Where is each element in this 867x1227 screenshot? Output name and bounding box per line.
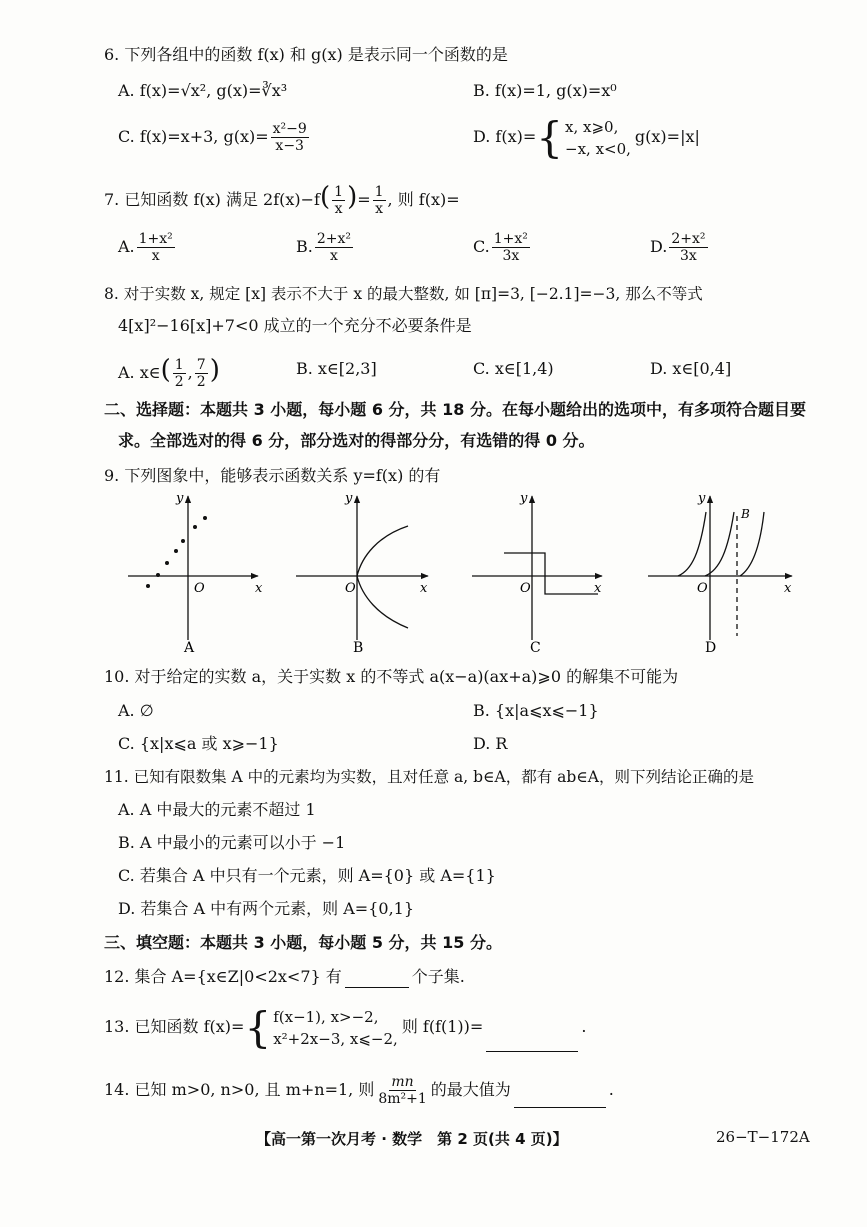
q7-stem-numerator-2: 1 [374,184,384,200]
q7-b-num: 2+x² [316,231,351,247]
q10-option-d: D. R [473,734,508,753]
q7-stem-denominator: x [334,201,343,217]
graph-d-curve-1 [678,512,706,576]
section-2-line2: 求。全部选对的得 6 分，部分选对的得部分分，有选错的得 0 分。 [118,431,595,450]
q9-stem: 9. 下列图象中，能够表示函数关系 y=f(x) 的有 [104,466,441,485]
q12-stem-b: 个子集. [411,967,465,986]
q7-a-den: x [151,248,160,264]
q7-stem-denominator-2: x [375,201,384,217]
graph-a-point [181,539,185,543]
q13-case1: f(x−1), x>−2, [273,1007,379,1026]
q6-option-a: A. f(x)=√x², g(x)=∛x³ [118,81,288,100]
q13-cases [273,1006,398,1050]
q11-stem: 11. 已知有限数集 A 中的元素均为实数，且对任意 a, b∈A，都有 ab∈A，则下列结论正确的是 [104,768,754,786]
graph-c [472,496,602,640]
graph-d-point-label: B [741,507,750,521]
q13-case2: x²+2x−3, x⩽−2, [273,1029,398,1048]
q14-denominator: 8m²+1 [378,1091,427,1107]
graph-c-origin: O [520,581,531,596]
graph-d-y-label: y [698,491,706,506]
q8-a-d2: 2 [196,374,206,390]
q7-d-label: D. [650,237,668,256]
graph-d-origin: O [697,581,708,596]
q6-d-brace: { [536,112,563,162]
graph-a-point [193,525,197,529]
q13-stem [104,1002,586,1052]
q14-suffix: 的最大值为 [430,1080,511,1099]
q6-c-numerator: x²−9 [272,121,307,137]
q6-option-b: B. f(x)=1, g(x)=x⁰ [473,81,617,100]
q7-stem-b: = [357,190,371,209]
q10-stem: 10. 对于给定的实数 a，关于实数 x 的不等式 a(x−a)(ax+a)⩾0 的解集不可能为 [104,667,679,686]
graph-d-curve-3 [740,512,764,576]
graph-a-point [174,549,178,553]
q6-d-case2: −x, x<0, [565,139,631,158]
graph-c-x-label: x [594,581,602,596]
q13-end: . [581,1017,587,1036]
q11-option-b: B. A 中最小的元素可以小于 −1 [118,833,346,852]
q7-d-den: 3x [680,248,697,264]
q6-d-prefix: D. f(x)= [473,127,537,146]
q8-a-comma: , [187,363,193,382]
graph-a-y-label: y [176,491,184,506]
graph-d-x-label: x [784,581,792,596]
footer-title: 【高一第一次月考 · 数学 第 2 页(共 4 页)】 [256,1130,568,1148]
graph-b [296,496,428,640]
q6-c-prefix: C. f(x)=x+3, g(x)= [118,127,269,146]
graph-a-point [165,561,169,565]
graph-b-curve-upper [357,526,408,576]
q7-c-num: 1+x² [493,231,528,247]
q7-stem-a: 7. 已知函数 f(x) 满足 2f(x)−f [104,190,320,209]
q13-suffix: 则 f(f(1))= [401,1017,484,1036]
q8-option-d: D. x∈[0,4] [650,359,732,378]
q7-c-den: 3x [502,248,520,264]
q7-a-label: A. [118,237,135,256]
q11-option-d: D. 若集合 A 中有两个元素，则 A={0,1} [118,899,415,918]
graph-b-curve-lower [357,576,408,628]
q14-end: . [608,1080,614,1099]
graph-a-origin: O [194,581,205,596]
graph-c-step [504,553,598,594]
q6-c-denominator: x−3 [275,138,304,154]
graph-a-point [156,573,160,577]
q8-stem-line2: 4[x]²−16[x]+7<0 成立的一个充分不必要条件是 [118,316,472,335]
q10-option-b: B. {x|a⩽x⩽−1} [473,701,599,720]
q13-prefix: 13. 已知函数 f(x)= [104,1017,245,1036]
q8-stem-line1: 8. 对于实数 x, 规定 [x] 表示不大于 x 的最大整数, 如 [π]=3, [−2.1]=−3, 那么不等式 [104,285,703,303]
q8-a-paren-right: ) [209,355,220,385]
q8-option-b: B. x∈[2,3] [296,359,377,378]
q7-b-label: B. [296,237,313,256]
graph-b-y-label: y [345,491,353,506]
q7-b-den: x [329,248,338,264]
section-2-line1: 二、选择题：本题共 3 小题，每小题 6 分，共 18 分。在每小题给出的选项中，有多项符合题目要 [104,400,806,419]
graph-d-caption: D [705,640,717,656]
q6-stem: 6. 下列各组中的函数 f(x) 和 g(x) 是表示同一个函数的是 [104,45,508,64]
q7-stem-c: , 则 f(x)= [387,190,460,209]
graph-a [128,496,258,640]
q8-a-d1: 2 [174,374,184,390]
q10-option-a: A. ∅ [118,701,154,720]
q8-a-n2: 7 [196,357,206,373]
graph-c-caption: C [530,640,541,656]
graph-b-x-label: x [420,581,428,596]
graph-b-origin: O [345,581,356,596]
graph-d [648,496,792,640]
footer-code: 26−T−172A [716,1128,810,1146]
q7-c-label: C. [473,237,490,256]
graph-a-x-label: x [255,581,263,596]
q7-stem-numerator: 1 [334,184,344,200]
graph-b-caption: B [353,640,364,656]
q14-stem [104,1072,614,1108]
q14-answer-blank[interactable] [514,1089,606,1108]
q14-numerator: mn [391,1074,414,1090]
q12-stem-a: 12. 集合 A={x∈Z|0<2x<7} 有 [104,967,342,986]
q7-d-num: 2+x² [671,231,706,247]
q7-a-num: 1+x² [138,231,173,247]
q12-stem [104,966,465,988]
section-3-line1: 三、填空题：本题共 3 小题，每小题 5 分，共 15 分。 [104,933,502,952]
q7-paren-left: ( [319,182,331,212]
q7-paren-right: ) [347,182,358,212]
q6-d-case1: x, x⩾0, [565,117,619,136]
q11-option-a: A. A 中最大的元素不超过 1 [118,800,316,819]
q13-brace: { [244,1002,272,1052]
graph-a-caption: A [184,640,195,656]
q10-option-c: C. {x|x⩽a 或 x⩾−1} [118,734,279,753]
graph-c-y-label: y [520,491,528,506]
q12-answer-blank[interactable] [345,969,409,988]
q14-fraction [376,1074,428,1107]
graph-a-point [203,516,207,520]
q8-a-prefix: A. x∈ [118,363,161,382]
graph-a-point [146,584,150,588]
q13-answer-blank[interactable] [486,1033,578,1052]
q8-option-c: C. x∈[1,4) [473,359,554,378]
q8-a-n1: 1 [174,357,184,373]
q11-option-c: C. 若集合 A 中只有一个元素，则 A={0} 或 A={1} [118,866,496,885]
q14-prefix: 14. 已知 m>0, n>0, 且 m+n=1, 则 [104,1080,375,1099]
q6-d-suffix: g(x)=|x| [634,127,700,146]
q8-a-paren-left: ( [160,355,171,385]
graph-a-points [146,516,207,588]
